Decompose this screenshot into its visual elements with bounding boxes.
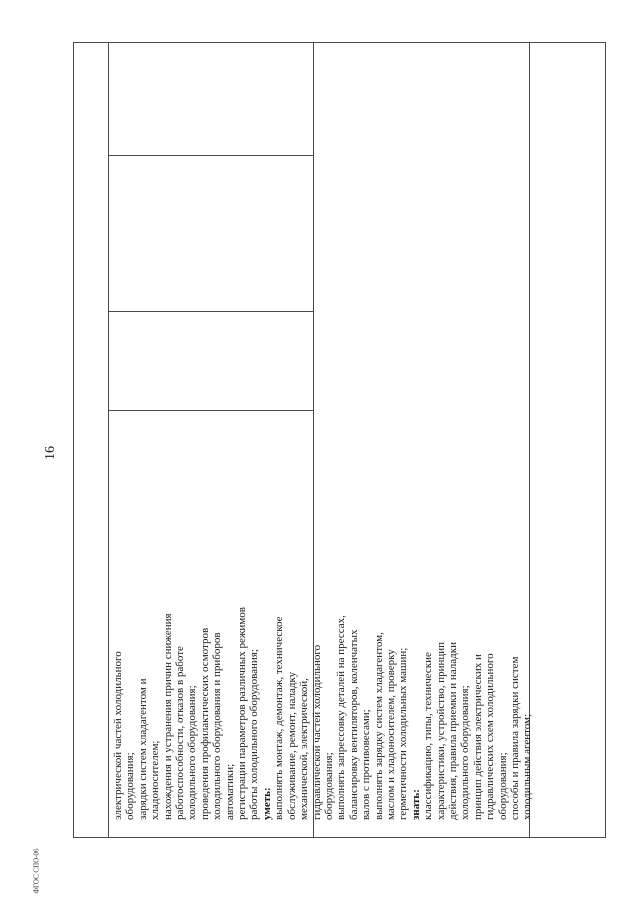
text-line: регистрации параметров различных режимов <box>236 607 249 820</box>
text-line: механической, электрической, <box>298 678 311 820</box>
text-line: выполнять зарядку систем хладагентом, <box>372 632 385 820</box>
text-line: работы холодильного оборудования; <box>248 649 261 820</box>
text-line: автоматики; <box>223 763 236 820</box>
text-line: оборудования; <box>496 752 509 820</box>
text-line: гидравлических схем холодильного <box>484 653 497 820</box>
text-line: зарядки систем хладагентом и <box>136 678 149 820</box>
text-line: холодильного оборудования и приборов <box>211 632 224 820</box>
text-line: холодильного оборудования; <box>186 685 199 820</box>
text-line: работоспособности, отказов в работе <box>174 646 187 820</box>
text-line: гидравлической частей холодильного <box>310 644 323 820</box>
table-cell-competencies <box>108 42 534 838</box>
text-line: выполнять запрессовку деталей на прессах, <box>335 615 348 820</box>
text-line: характеристики, устройство, принцип <box>434 641 447 820</box>
text-line: действия, правила приемки и наладки <box>446 642 459 820</box>
text-line: электрической частей холодильного <box>112 651 124 820</box>
text-line: хладоносителем; <box>149 740 162 820</box>
text-line: маслом и хладоносителем, проверку <box>384 649 397 820</box>
section-heading: знать: <box>409 789 422 820</box>
text-line: холодильным агентом; <box>521 713 534 820</box>
text-line: оборудования; <box>322 752 335 820</box>
footer-code-text: ФГОС СПО-06 <box>32 848 41 894</box>
text-line: герметичности холодильных машин; <box>397 647 410 820</box>
text-line: принцип действия электрических и <box>471 654 484 820</box>
section-heading: уметь: <box>260 787 273 820</box>
text-line: оборудования; <box>124 752 137 820</box>
text-line: классификацию, типы, технические <box>422 652 435 820</box>
text-line: валов с противовесами; <box>360 709 373 820</box>
text-line: нахождения и устранения причин снижения <box>161 613 174 820</box>
page-number <box>44 438 58 468</box>
footer-code <box>32 846 42 896</box>
text-line: проведения профилактических осмотров <box>198 627 211 820</box>
competencies-text <box>108 82 534 838</box>
text-line: способы и правила зарядки систем <box>509 656 521 820</box>
text-line: выполнять монтаж, демонтаж, техническое <box>273 616 286 820</box>
text-line: обслуживание, ремонт, наладку <box>285 671 298 820</box>
text-line: холодильного оборудования; <box>459 685 472 820</box>
page-number-text: 16 <box>43 446 58 460</box>
text-line: балансировку вентиляторов, коленчатых <box>347 629 360 820</box>
